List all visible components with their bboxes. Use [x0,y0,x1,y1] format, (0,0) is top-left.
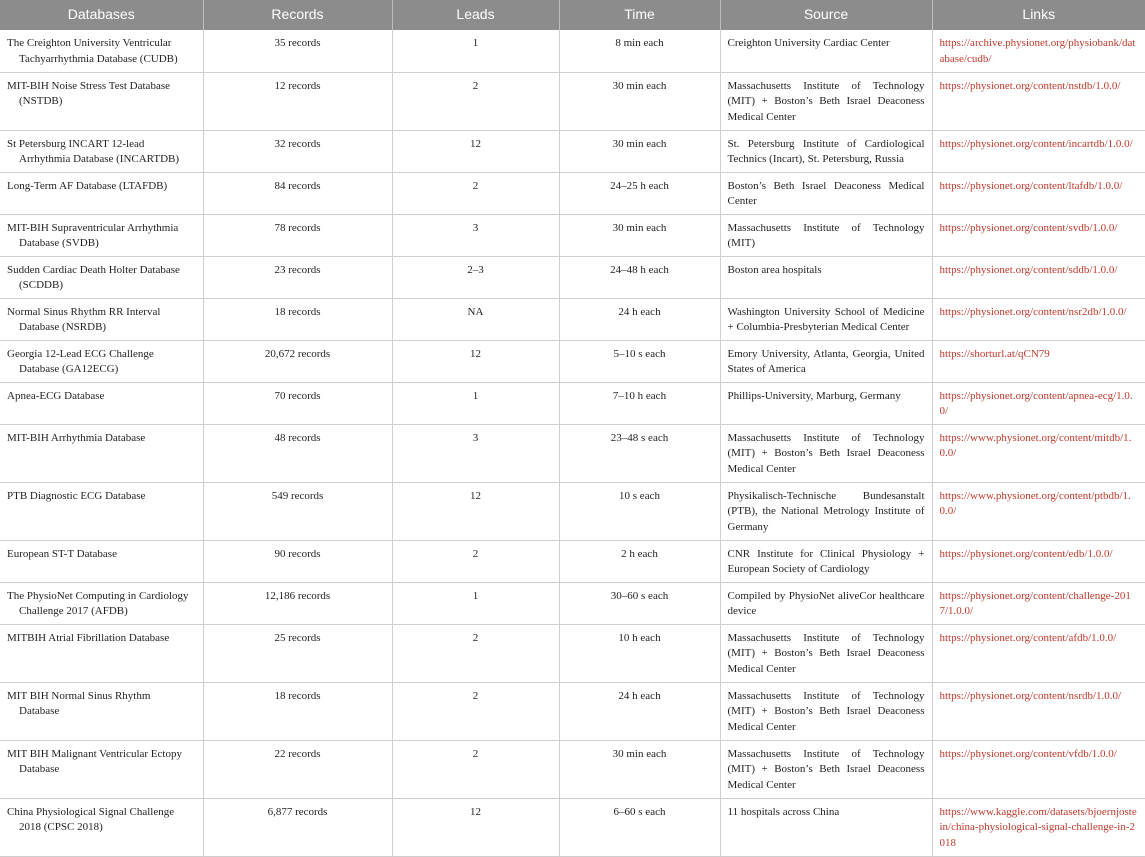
cell-database [0,298,203,340]
database-name: MIT BIH Normal Sinus Rhythm Database [7,689,151,717]
cell-records: 35 records [203,30,392,72]
table-row [0,298,1145,340]
cell-time: 2 h each [559,540,720,582]
table-row [0,482,1145,540]
cell-time: 10 s each [559,482,720,540]
cell-records: 23 records [203,256,392,298]
table-body [0,30,1145,856]
database-name: European ST-T Database [7,547,117,560]
database-link[interactable]: https://physionet.org/content/nsr2db/1.0.0/ [939,305,1127,318]
cell-leads: 2 [392,540,559,582]
cell-database [0,424,203,482]
cell-link [932,798,1145,856]
cell-time: 24 h each [559,298,720,340]
database-name: Sudden Cardiac Death Holter Database (SCDDB) [7,263,180,291]
header-row [0,0,1145,30]
database-name: MIT-BIH Supraventricular Arrhythmia Database (SVDB) [7,221,179,249]
cell-source: Boston area hospitals [720,256,932,298]
cell-records: 22 records [203,740,392,798]
cell-database [0,30,203,72]
cell-link [932,298,1145,340]
cell-link [932,382,1145,424]
table-row [0,424,1145,482]
cell-records: 18 records [203,298,392,340]
database-name: China Physiological Signal Challenge 2018 (CPSC 2018) [7,805,175,833]
database-link[interactable]: https://physionet.org/content/apnea-ecg/1.0.0/ [939,389,1133,417]
cell-link [932,682,1145,740]
database-name: The Creighton University Ventricular Tachyarrhythmia Database (CUDB) [7,37,178,65]
cell-records: 12 records [203,72,392,130]
cell-database [0,130,203,172]
cell-time: 24–25 h each [559,172,720,214]
cell-leads: 1 [392,382,559,424]
cell-records: 12,186 records [203,582,392,624]
cell-database [0,582,203,624]
database-name: MIT-BIH Noise Stress Test Database (NSTDB) [7,79,170,107]
database-link[interactable]: https://physionet.org/content/ltafdb/1.0.0/ [939,179,1123,192]
table-row [0,682,1145,740]
cell-database [0,482,203,540]
cell-records: 90 records [203,540,392,582]
cell-database [0,624,203,682]
table-row [0,540,1145,582]
cell-source: Massachusetts Institute of Technology (MIT) [720,214,932,256]
cell-time: 30 min each [559,130,720,172]
cell-link [932,30,1145,72]
table-row [0,256,1145,298]
cell-records: 6,877 records [203,798,392,856]
cell-time: 6–60 s each [559,798,720,856]
cell-leads: 12 [392,340,559,382]
cell-records: 549 records [203,482,392,540]
cell-database [0,382,203,424]
database-link[interactable]: https://archive.physionet.org/physiobank/database/cudb/ [939,37,1136,65]
cell-time: 30 min each [559,214,720,256]
cell-link [932,214,1145,256]
cell-source: CNR Institute for Clinical Physiology + European Society of Cardiology [720,540,932,582]
database-name: Normal Sinus Rhythm RR Interval Database (NSRDB) [7,305,161,333]
cell-link [932,540,1145,582]
database-name: Apnea-ECG Database [7,389,105,402]
cell-records: 20,672 records [203,340,392,382]
cell-source: Massachusetts Institute of Technology (MIT) + Boston’s Beth Israel Deaconess Medical Center [720,682,932,740]
cell-link [932,72,1145,130]
cell-time: 8 min each [559,30,720,72]
cell-source: Compiled by PhysioNet aliveCor healthcare device [720,582,932,624]
table-row [0,172,1145,214]
database-name: Georgia 12-Lead ECG Challenge Database (GA12ECG) [7,347,154,375]
cell-time: 24 h each [559,682,720,740]
database-name: MIT BIH Malignant Ventricular Ectopy Database [7,747,182,775]
database-link[interactable]: https://physionet.org/content/edb/1.0.0/ [939,547,1113,560]
cell-leads: 1 [392,30,559,72]
cell-time: 10 h each [559,624,720,682]
header-source: Source [720,0,932,30]
table-row [0,382,1145,424]
cell-records: 70 records [203,382,392,424]
table-row [0,72,1145,130]
table-row [0,130,1145,172]
cell-database [0,540,203,582]
cell-leads: 2 [392,682,559,740]
cell-time: 7–10 h each [559,382,720,424]
cell-leads: 2 [392,624,559,682]
header-leads: Leads [392,0,559,30]
table-header [0,0,1145,30]
cell-source: Phillips-University, Marburg, Germany [720,382,932,424]
database-link[interactable]: https://physionet.org/content/afdb/1.0.0/ [939,631,1117,644]
table-row [0,740,1145,798]
cell-database [0,172,203,214]
cell-source: Emory University, Atlanta, Georgia, United States of America [720,340,932,382]
cell-time: 5–10 s each [559,340,720,382]
database-link[interactable]: https://shorturl.at/qCN79 [939,347,1050,360]
cell-database [0,256,203,298]
cell-source: Massachusetts Institute of Technology (MIT) + Boston’s Beth Israel Deaconess Medical Center [720,740,932,798]
cell-link [932,424,1145,482]
cell-database [0,72,203,130]
database-link[interactable]: https://www.kaggle.com/datasets/bjoernjostein/china-physiological-signal-challenge-in-2018 [939,805,1137,849]
database-link[interactable]: https://physionet.org/content/sddb/1.0.0/ [939,263,1118,276]
database-name: Long-Term AF Database (LTAFDB) [7,179,168,192]
cell-records: 78 records [203,214,392,256]
database-link[interactable]: https://www.physionet.org/content/mitdb/1.0.0/ [939,431,1132,459]
cell-time: 30 min each [559,72,720,130]
cell-leads: 2 [392,740,559,798]
cell-source: Washington University School of Medicine + Columbia-Presbyterian Medical Center [720,298,932,340]
table-row [0,214,1145,256]
cell-database [0,798,203,856]
cell-time: 23–48 s each [559,424,720,482]
cell-leads: 2–3 [392,256,559,298]
cell-link [932,130,1145,172]
cell-database [0,340,203,382]
cell-link [932,482,1145,540]
cell-source: Boston’s Beth Israel Deaconess Medical Center [720,172,932,214]
cell-source: Massachusetts Institute of Technology (MIT) + Boston’s Beth Israel Deaconess Medical Center [720,72,932,130]
cell-link [932,582,1145,624]
database-link[interactable]: https://physionet.org/content/challenge-2017/1.0.0/ [939,589,1131,617]
table-row [0,624,1145,682]
database-link[interactable]: https://www.physionet.org/content/ptbdb/1.0.0/ [939,489,1131,517]
database-link[interactable]: https://physionet.org/content/svdb/1.0.0/ [939,221,1118,234]
cell-source: Massachusetts Institute of Technology (MIT) + Boston’s Beth Israel Deaconess Medical Center [720,624,932,682]
database-name: MIT-BIH Arrhythmia Database [7,431,146,444]
database-link[interactable]: https://physionet.org/content/nsrdb/1.0.0/ [939,689,1122,702]
cell-leads: 12 [392,130,559,172]
database-name: PTB Diagnostic ECG Database [7,489,146,502]
header-records: Records [203,0,392,30]
cell-link [932,740,1145,798]
cell-time: 24–48 h each [559,256,720,298]
cell-time: 30–60 s each [559,582,720,624]
database-name: MITBIH Atrial Fibrillation Database [7,631,170,644]
cell-leads: 12 [392,798,559,856]
cell-source: 11 hospitals across China [720,798,932,856]
database-link[interactable]: https://physionet.org/content/incartdb/1.0.0/ [939,137,1133,150]
table-row [0,798,1145,856]
header-databases: Databases [0,0,203,30]
cell-leads: 2 [392,172,559,214]
database-link[interactable]: https://physionet.org/content/nstdb/1.0.0/ [939,79,1121,92]
cell-source: Massachusetts Institute of Technology (MIT) + Boston’s Beth Israel Deaconess Medical Center [720,424,932,482]
cell-link [932,172,1145,214]
database-name: St Petersburg INCART 12-lead Arrhythmia Database (INCARTDB) [7,137,180,165]
database-name: The PhysioNet Computing in Cardiology Challenge 2017 (AFDB) [7,589,189,617]
cell-source: Creighton University Cardiac Center [720,30,932,72]
cell-database [0,740,203,798]
cell-leads: 3 [392,214,559,256]
cell-link [932,624,1145,682]
database-link[interactable]: https://physionet.org/content/vfdb/1.0.0/ [939,747,1117,760]
table-row [0,582,1145,624]
cell-link [932,256,1145,298]
cell-leads: 2 [392,72,559,130]
cell-database [0,214,203,256]
cell-link [932,340,1145,382]
cell-records: 18 records [203,682,392,740]
cell-source: St. Petersburg Institute of Cardiological Technics (Incart), St. Petersburg, Russia [720,130,932,172]
cell-records: 32 records [203,130,392,172]
cell-records: 48 records [203,424,392,482]
cell-leads: 1 [392,582,559,624]
cell-database [0,682,203,740]
cell-leads: NA [392,298,559,340]
cell-time: 30 min each [559,740,720,798]
header-links: Links [932,0,1145,30]
cell-records: 84 records [203,172,392,214]
table-row [0,340,1145,382]
table-row [0,30,1145,72]
header-time: Time [559,0,720,30]
cell-leads: 12 [392,482,559,540]
cell-records: 25 records [203,624,392,682]
cell-source: Physikalisch-Technische Bundesanstalt (PTB), the National Metrology Institute of Germany [720,482,932,540]
cell-leads: 3 [392,424,559,482]
